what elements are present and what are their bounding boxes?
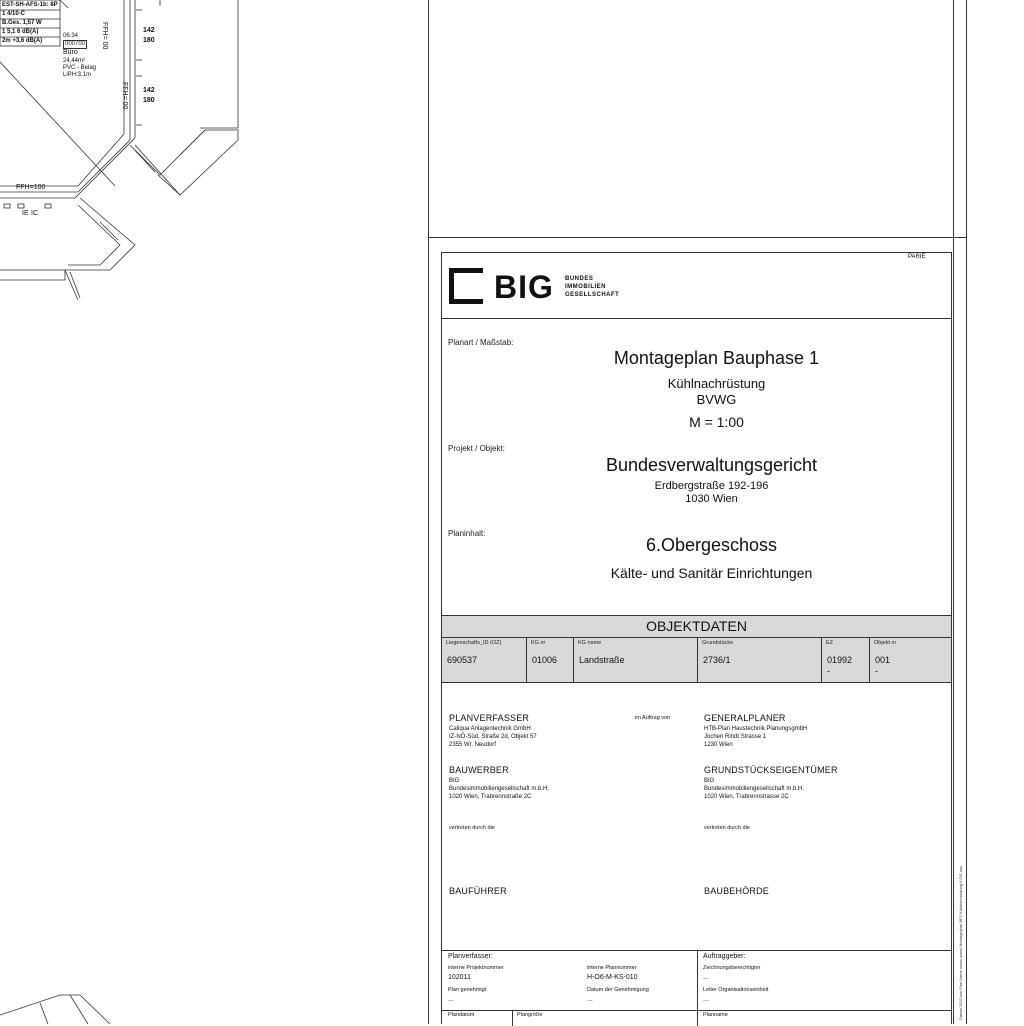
projekt-address-2: 1030 Wien xyxy=(685,493,738,505)
cad-drawing-area xyxy=(0,0,425,1024)
ffh-label-bottom: FFH=100 xyxy=(16,184,46,191)
objektdaten-cell-grundstuecke xyxy=(698,638,822,682)
zeichnungsberechtigter-label: Zeichnungsberechtigter xyxy=(703,965,761,971)
big-logo-line-3: GESELLSCHAFT xyxy=(565,292,620,298)
interne-projektnummer-value: 102011 xyxy=(448,974,471,981)
planformat-label: Plangröße xyxy=(517,1012,543,1018)
plan-title: Montageplan Bauphase 1 xyxy=(613,348,820,368)
bottom-planverfasser-label: Planverfasser: xyxy=(448,953,493,960)
objektnr-value: 001 xyxy=(875,655,891,665)
bottom-info-grid xyxy=(442,950,951,1026)
ez-value: 01992 xyxy=(827,655,853,665)
plandatum-label: Plandatum xyxy=(448,1012,475,1018)
room-name: Büro xyxy=(63,49,78,56)
grundstuecke-value: 2736/1 xyxy=(703,655,731,665)
floor-plan-drawing xyxy=(0,0,425,1024)
bauwerber-line-1: BIG xyxy=(449,778,460,784)
ez-value-2: - xyxy=(827,666,830,676)
big-logo-mark-icon xyxy=(447,266,487,306)
baufuehrer-heading: BAUFÜHRER xyxy=(449,886,507,896)
ez-label: EZ xyxy=(826,640,834,646)
room-code: 000700 xyxy=(65,41,86,47)
generalplaner-line-2: Jochen Rindt Strasse 1 xyxy=(704,734,767,740)
dimension-5: IE xyxy=(22,210,29,217)
grundstuecke-label: Grundstücke xyxy=(702,640,734,646)
projekt-address-1: Erdbergstraße 192-196 xyxy=(654,480,769,492)
objektdaten-cell-kgnr xyxy=(527,638,574,682)
objektdaten-cell-objektnr xyxy=(870,638,951,682)
vertreten-label-right: vertreten durch die xyxy=(704,825,750,831)
im-auftrag-label: im Auftrag von xyxy=(635,715,671,721)
big-logo-line-1: BUNDES xyxy=(565,276,594,282)
bauwerber-line-2: Bundesimmobiliengesellschaft m.b.H. xyxy=(449,786,550,792)
grundstueckseigentuemer-heading: GRUNDSTÜCKSEIGENTÜMER xyxy=(704,765,838,775)
plan-subtitle-1: Kühlnachrüstung xyxy=(667,376,766,391)
planinhalt-title: 6.Obergeschoss xyxy=(645,535,778,555)
side-vertical-text: Datum 2020 xxx Plan Name xxxxx xxxxx Montageplan BP1 Kühlnachrüstung 6.OG xxx xyxy=(958,866,963,1020)
projekt-label: Projekt / Objekt: xyxy=(448,444,505,453)
interne-plannummer-label: interne Plannummer xyxy=(587,965,637,971)
zeichnungsberechtigter-value: ... xyxy=(703,974,709,981)
kgnr-label: KG nr xyxy=(531,640,546,646)
dimension-2: 180 xyxy=(143,37,155,44)
generalplaner-line-3: 1230 Wien xyxy=(704,742,733,748)
planverfasser-heading: PLANVERFASSER xyxy=(449,713,530,723)
planverfasser-line-1: Caliqua Anlagentechnik GmbH xyxy=(449,726,531,732)
liegenschaft-label: Liegenschafts_ID (OZ) xyxy=(446,640,502,646)
plan-genehmigt-value: ... xyxy=(448,996,454,1003)
planinhalt-label: Planinhalt: xyxy=(448,529,486,538)
planart-label: Planart / Maßstab: xyxy=(448,338,514,347)
big-logo-word: BIG xyxy=(494,269,554,305)
bauwerber-heading: BAUWERBER xyxy=(449,765,509,775)
plan-scale: M = 1:00 xyxy=(689,414,744,430)
dimension-4: 180 xyxy=(143,97,155,104)
sheet-divider xyxy=(428,237,966,238)
title-block xyxy=(441,252,952,1024)
objektnr-value-2: - xyxy=(875,666,878,676)
datum-genehmigung-value: ... xyxy=(587,996,593,1003)
objektdaten-cell-ez xyxy=(822,638,870,682)
grundstueckseigentuemer-line-2: Bundesimmobiliengesellschaft m.b.H. xyxy=(704,786,805,792)
bottom-auftraggeber-label: Auftraggeber: xyxy=(703,953,746,960)
room-area: 24,44m² xyxy=(63,58,86,64)
sheet-frame-outer xyxy=(966,0,967,1024)
dimension-1: 142 xyxy=(143,27,155,34)
kgname-value: Landstraße xyxy=(579,655,625,665)
leiter-organisationseinheit-value: ... xyxy=(703,996,709,1003)
room-tag-line-2: 1 4/10-C xyxy=(2,11,26,17)
vertreten-label-left: vertreten durch die xyxy=(449,825,495,831)
room-tag-line-5: 2m +3,6 dB(A) xyxy=(2,38,43,44)
generalplaner-line-1: HTB-Plan Haustechnik PlanungsgmbH xyxy=(704,726,808,732)
room-tag-line-4: 1 5,1 6 dB(A) xyxy=(2,29,39,35)
projekt-title: Bundesverwaltungsgericht xyxy=(605,455,818,475)
baubehoerde-heading: BAUBEHÖRDE xyxy=(704,886,770,896)
room-tag-line-1: EST-SH-AFS-1b: 8P xyxy=(2,2,58,8)
planverfasser-line-3: 2355 Wr. Neudorf xyxy=(449,742,496,748)
grundstueckseigentuemer-line-3: 1020 Wien, Trabrennstrasse 2C xyxy=(704,794,789,800)
plan-subtitle-2: BVWG xyxy=(696,392,737,407)
ffh-label-right-1: FFH= 00 xyxy=(101,22,108,50)
kgname-label: KG name xyxy=(578,640,602,646)
objektdaten-cell-kgname xyxy=(574,638,698,682)
room-floor: PVC - Belag xyxy=(63,65,97,71)
logo-section xyxy=(442,253,951,319)
ffh-label-right-2: FFH= 00 xyxy=(121,82,128,110)
objektdaten-cell-liegenschaft xyxy=(442,638,527,682)
dimension-3: 142 xyxy=(143,87,155,94)
interne-projektnummer-label: interne Projektnummer xyxy=(448,965,504,971)
kgnr-value: 01006 xyxy=(532,655,558,665)
big-logo-line-2: IMMOBILIEN xyxy=(565,284,606,290)
planinhalt-subtitle: Kälte- und Sanitär Einrichtungen xyxy=(610,565,813,581)
interne-plannummer-value: H-O6-M-KS-010 xyxy=(587,974,638,981)
dimension-6: IC xyxy=(31,210,38,217)
plan-genehmigt-label: Plan genehmigt xyxy=(448,987,487,993)
room-height: LiPH:3,1m xyxy=(63,72,92,78)
objektnr-label: Objekt nr xyxy=(874,640,897,646)
datum-genehmigung-label: Datum der Genehmigung xyxy=(587,987,649,993)
liegenschaft-value: 690537 xyxy=(447,655,478,665)
objektdaten-section xyxy=(442,615,951,683)
plan-corner-label: PARIE xyxy=(908,254,926,260)
room-tag-line-3: B.Ges. 1,57 W xyxy=(2,20,42,26)
planname-label: Planname xyxy=(703,1012,728,1018)
grundstueckseigentuemer-line-1: BIG xyxy=(704,778,715,784)
generalplaner-heading: GENERALPLANER xyxy=(704,713,786,723)
room-number: 06.34 xyxy=(63,33,79,39)
objektdaten-title: OBJEKTDATEN xyxy=(646,618,747,634)
bauwerber-line-3: 1020 Wien, Trabrennstraße 2C xyxy=(449,794,532,800)
planverfasser-line-2: IZ-NÖ-Süd, Straße 2d, Objekt 57 xyxy=(449,734,537,740)
leiter-organisationseinheit-label: Leiter Organisationseinheit xyxy=(703,987,769,993)
